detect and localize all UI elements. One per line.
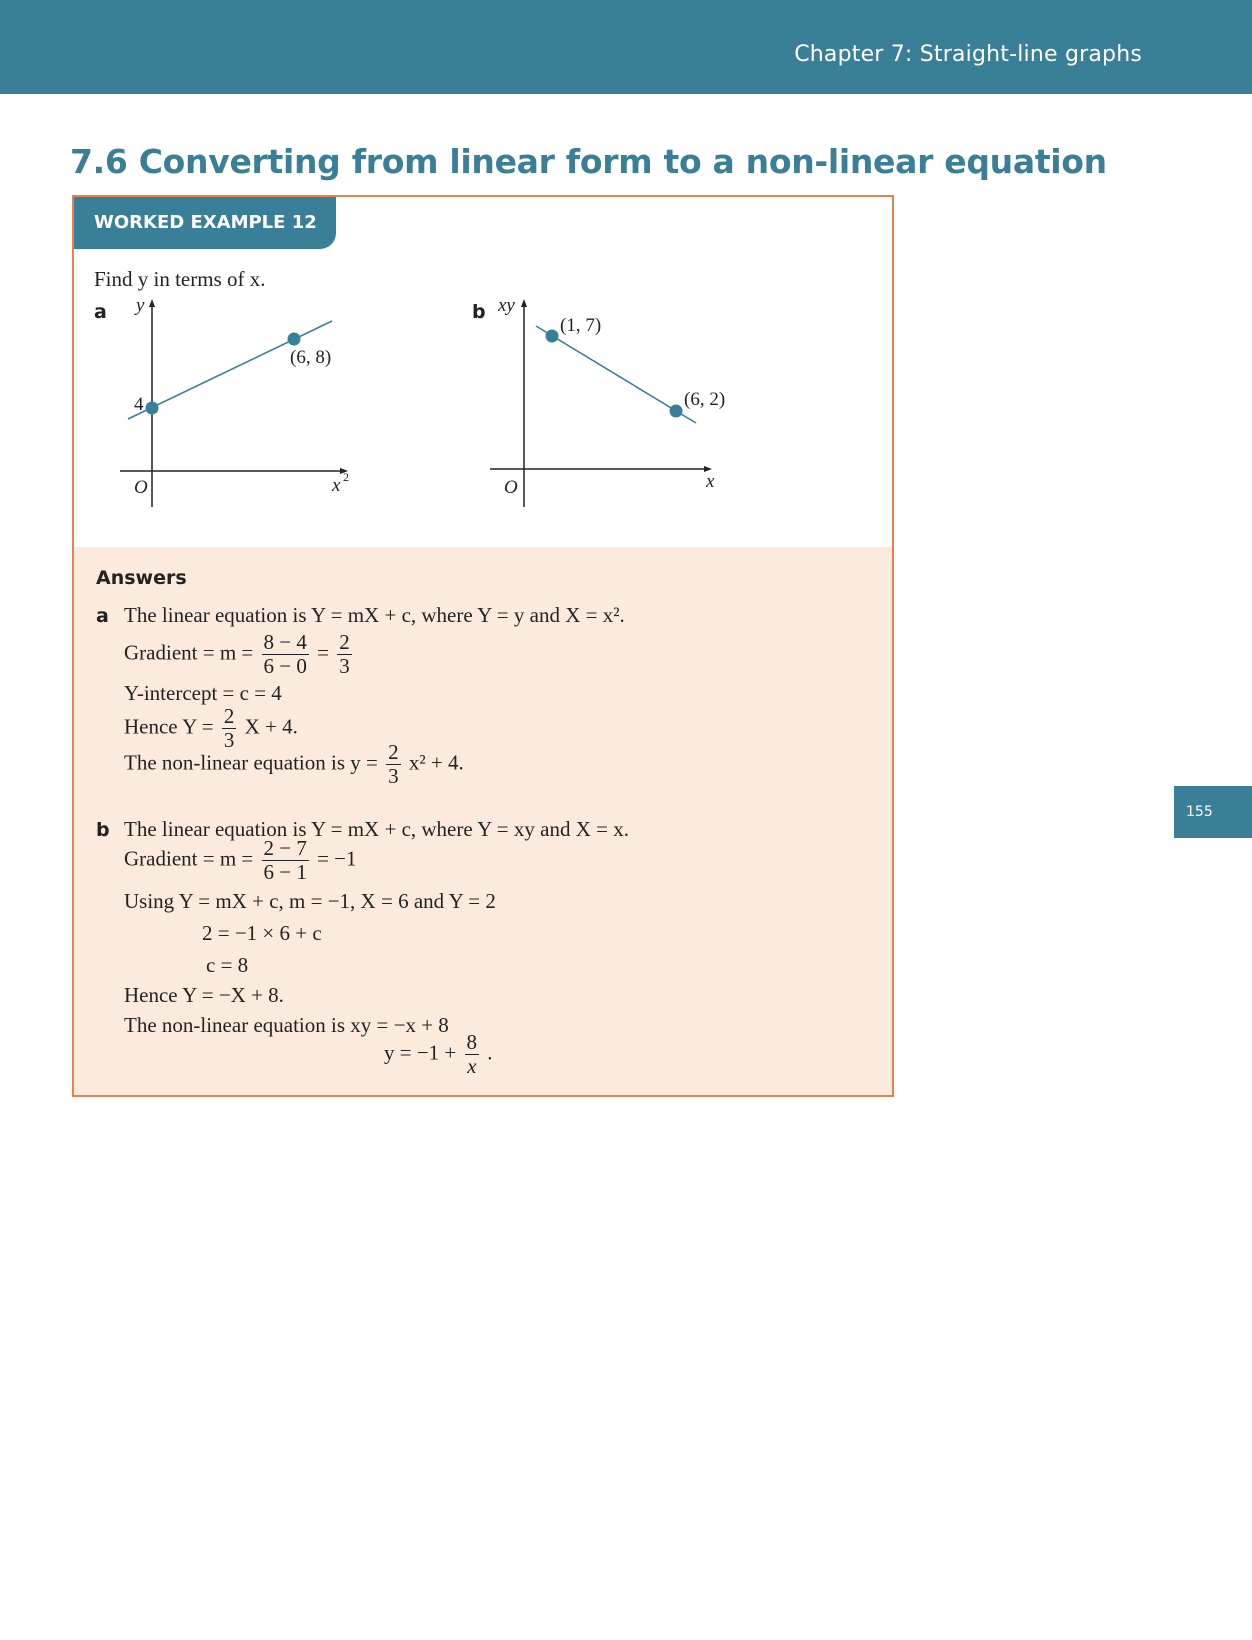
answer-b-nonlinear2-prefix: y = −1 + <box>384 1040 457 1065</box>
answer-b-gradient-fraction <box>262 837 309 884</box>
answer-a-intercept: Y-intercept = c = 4 <box>124 681 282 705</box>
graph-a-x-label: x <box>332 475 341 496</box>
graph-a-point-6-8 <box>288 333 301 346</box>
answer-a-label: a <box>96 605 109 627</box>
answer-a-hence-suffix: X + 4. <box>244 714 298 739</box>
answer-a-nonlinear-num: 2 <box>388 740 399 764</box>
graph-b-point-1-7 <box>546 330 559 343</box>
answer-a-hence-prefix: Hence Y = <box>124 714 214 739</box>
answers-heading: Answers <box>96 567 187 589</box>
answer-b-step2: c = 8 <box>206 953 249 977</box>
graph-a-label: a <box>94 301 107 323</box>
answer-b-gradient-den: 6 − 1 <box>263 860 307 885</box>
graph-a-point-intercept <box>146 402 159 415</box>
answer-b-nonlinear2-suffix: . <box>487 1040 493 1065</box>
graph-b-point-6-2 <box>670 405 683 418</box>
graph-b-y-label: xy <box>498 297 515 316</box>
answer-a-nonlinear <box>124 741 464 788</box>
answer-a-gradient-res-num: 2 <box>339 630 350 654</box>
answer-b-gradient-suffix: = −1 <box>317 846 357 871</box>
answer-a-line1: The linear equation is Y = mX + c, where Y = y and X = x². <box>124 603 625 627</box>
section-heading: 7.6 Converting from linear form to a non-linear equation <box>70 142 1107 181</box>
answer-a-nonlinear-den: 3 <box>388 764 399 789</box>
graph-b-point2-label: (6, 2) <box>684 389 726 410</box>
graph-b-point1-label: (1, 7) <box>560 315 602 336</box>
answer-a-hence-den: 3 <box>223 728 235 753</box>
answer-b-step1: 2 = −1 × 6 + c <box>202 921 322 945</box>
answer-b-gradient-prefix: Gradient = m = <box>124 846 254 871</box>
answer-b-nonlinear1: The non-linear equation is xy = −x + 8 <box>124 1013 449 1037</box>
answer-b-label: b <box>96 819 110 841</box>
answer-b-nonlinear2-num: 8 <box>466 1030 478 1054</box>
answers-panel <box>74 547 892 1095</box>
answer-a-nonlinear-suffix: x² + 4. <box>408 750 464 775</box>
answer-b-gradient <box>124 837 357 884</box>
page-number-tab: 155 <box>1174 786 1252 838</box>
graph-a-y-label: y <box>136 297 145 316</box>
answer-a-nonlinear-fraction <box>386 741 401 788</box>
answer-a-gradient-result <box>337 631 352 678</box>
graph-a-point-label: (6, 8) <box>290 347 332 368</box>
answer-b-nonlinear2-den: x <box>467 1054 477 1079</box>
answer-a-nonlinear-prefix: The non-linear equation is y = <box>124 750 378 775</box>
graph-a <box>114 297 404 522</box>
worked-example-tab: WORKED EXAMPLE 12 <box>74 197 336 249</box>
graph-b-x-label: x <box>706 471 715 492</box>
answer-a-gradient <box>124 631 355 678</box>
answer-a-hence-num: 2 <box>223 704 235 728</box>
graph-a-y-arrow <box>149 299 155 307</box>
graph-a-origin: O <box>134 477 148 498</box>
answer-b-gradient-num: 2 − 7 <box>263 836 307 860</box>
graph-a-intercept-label: 4 <box>134 394 144 415</box>
answer-b-line1: The linear equation is Y = mX + c, where Y = xy and X = x. <box>124 817 629 841</box>
answer-b-nonlinear2 <box>384 1031 493 1078</box>
answer-a-gradient-res-den: 3 <box>339 654 350 679</box>
graph-b-y-arrow <box>521 299 527 307</box>
graph-b <box>484 297 794 522</box>
question-text: Find y in terms of x. <box>94 267 266 291</box>
graph-b-origin: O <box>504 477 518 498</box>
answer-a-gradient-prefix: Gradient = m = <box>124 640 254 665</box>
answer-b-nonlinear2-fraction <box>465 1031 480 1078</box>
answer-a-gradient-num: 8 − 4 <box>263 630 307 654</box>
answer-a-gradient-eq: = <box>317 640 329 665</box>
graph-a-x-sup: 2 <box>343 470 349 484</box>
answer-b-hence: Hence Y = −X + 8. <box>124 983 284 1007</box>
worked-example-box <box>72 195 894 1097</box>
answer-a-gradient-den: 6 − 0 <box>263 654 307 679</box>
graph-b-label: b <box>472 301 486 323</box>
chapter-title: Chapter 7: Straight-line graphs <box>794 42 1142 67</box>
answer-b-using: Using Y = mX + c, m = −1, X = 6 and Y = 2 <box>124 889 496 913</box>
header-band <box>0 0 1252 94</box>
answer-a-gradient-fraction <box>262 631 309 678</box>
graph-a-line <box>128 321 332 419</box>
